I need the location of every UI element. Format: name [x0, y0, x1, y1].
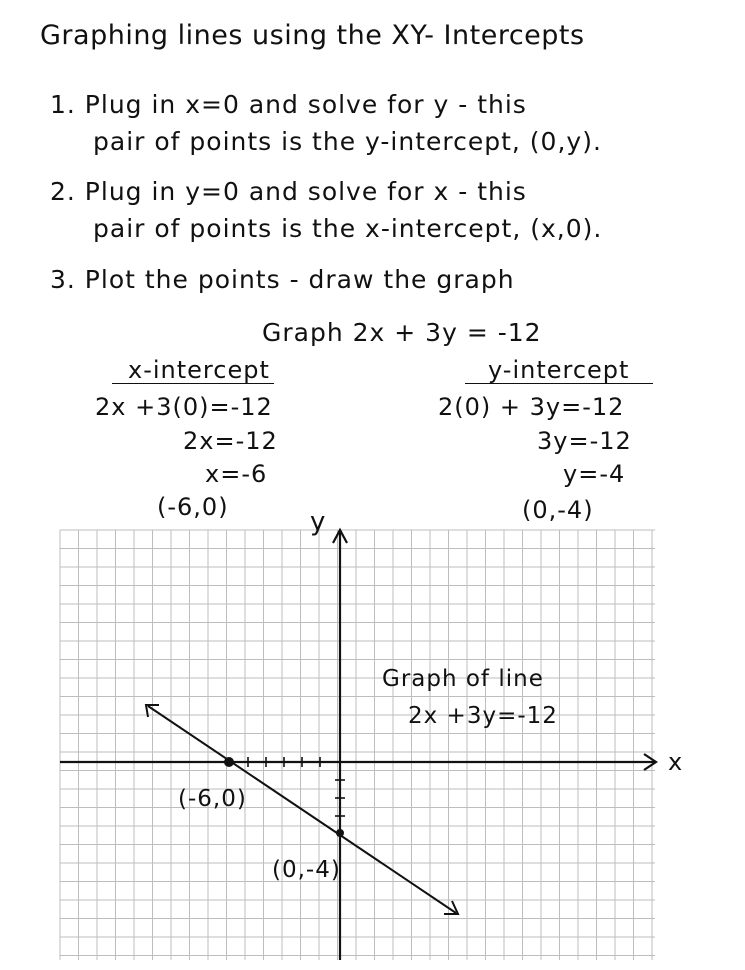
y-intercept-heading: y-intercept — [488, 356, 630, 384]
graph-caption-line-1: Graph of line — [382, 666, 544, 692]
step-1-line-1: 1. Plug in x=0 and solve for y - this — [50, 90, 527, 119]
x-intercept-step: 2x +3(0)=-12 — [95, 393, 273, 421]
point-label-x-intercept: (-6,0) — [178, 786, 247, 812]
x-axis-label: x — [668, 748, 683, 776]
y-intercept-point: (0,-4) — [522, 496, 594, 524]
step-2-line-2: pair of points is the x-intercept, (x,0). — [93, 214, 603, 243]
step-2-line-1: 2. Plug in y=0 and solve for x - this — [50, 177, 527, 206]
step-1-line-2: pair of points is the y-intercept, (0,y). — [93, 127, 602, 156]
graph-paper-grid — [60, 530, 655, 960]
x-intercept-step: 2x=-12 — [183, 427, 278, 455]
graph-heading: Graph 2x + 3y = -12 — [262, 318, 542, 347]
y-intercept-step: 2(0) + 3y=-12 — [438, 393, 625, 421]
step-3: 3. Plot the points - draw the graph — [50, 265, 515, 294]
x-intercept-heading: x-intercept — [128, 356, 270, 384]
graph-caption-line-2: 2x +3y=-12 — [408, 703, 558, 729]
y-intercept-step: y=-4 — [563, 460, 626, 488]
x-intercept-point: (-6,0) — [157, 493, 229, 521]
x-intercept-step: x=-6 — [205, 460, 268, 488]
x-intercept-dot — [224, 757, 234, 767]
page-title: Graphing lines using the XY- Intercepts — [40, 20, 585, 51]
point-label-y-intercept: (0,-4) — [272, 857, 341, 883]
y-axis-label: y — [310, 507, 326, 537]
y-intercept-dot — [336, 829, 344, 837]
y-intercept-step: 3y=-12 — [537, 427, 632, 455]
